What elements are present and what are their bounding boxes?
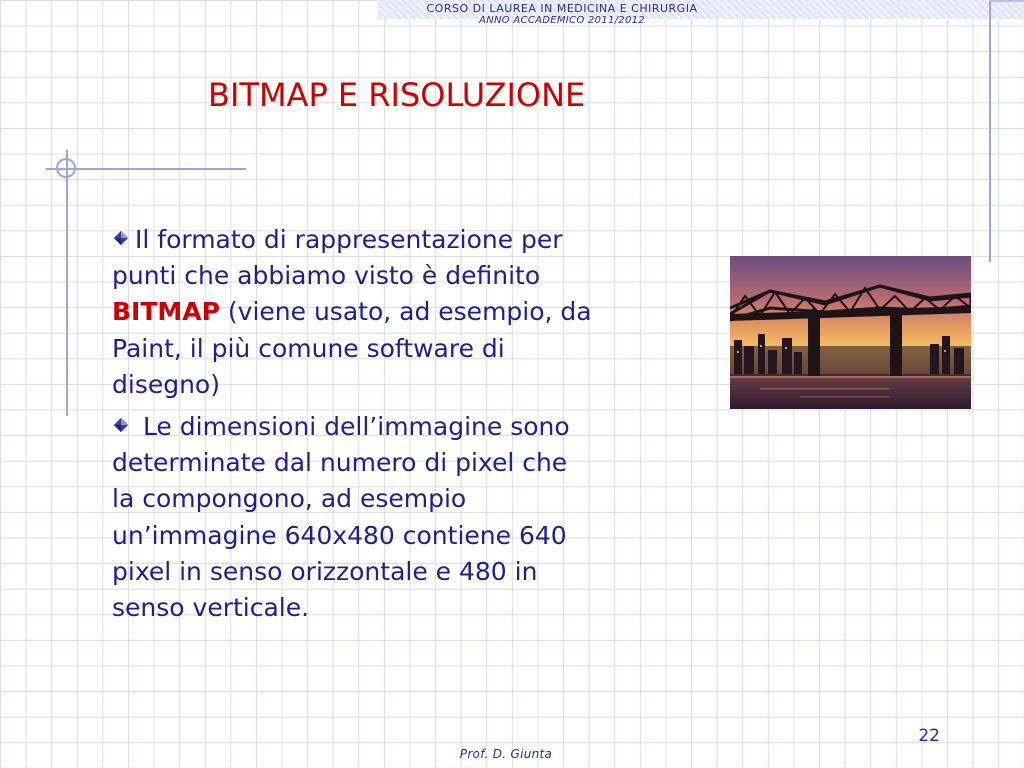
decorative-horizontal-line: [46, 168, 246, 170]
course-name: CORSO DI LAUREA IN MEDICINA E CHIRURGIA: [426, 2, 698, 15]
bullet-2-line-3: la compongono, ad esempio: [112, 484, 467, 514]
bullet-paragraph-2: [112, 409, 716, 626]
decorative-vertical-line: [66, 150, 68, 416]
bullet-1-line-4: Paint, il più comune software di: [112, 333, 505, 363]
bullet-1-line-2: punti che abbiamo visto è definito: [112, 261, 541, 291]
bullet-2-line-5: pixel in senso orizzontale e 480 in: [112, 556, 538, 586]
academic-year: ANNO ACCADEMICO 2011/2012: [479, 15, 645, 26]
bullet-1-line-5: disegno): [112, 369, 220, 399]
footer-author: Prof. D. Giunta: [459, 747, 553, 761]
bullet-2-line-6: senso verticale.: [112, 593, 310, 623]
bullet-2-line-2: determinate dal numero di pixel che: [112, 448, 568, 478]
bridge-photo: [730, 256, 971, 409]
decorative-top-line: [989, 0, 1024, 2]
diamond-bullet-icon: [112, 417, 130, 433]
bullet-1-line-3: (viene usato, ad esempio, da: [219, 297, 592, 327]
bitmap-highlight: BITMAP: [112, 297, 220, 327]
decorative-right-line: [989, 0, 991, 262]
bullet-2-line-4: un’immagine 640x480 contiene 640: [112, 520, 567, 550]
page-number: 22: [918, 726, 940, 746]
diamond-bullet-icon: [112, 230, 130, 246]
decorative-circle: [56, 158, 76, 178]
bullet-2-line-1: Le dimensioni dell’immagine sono: [135, 412, 570, 442]
slide-title: BITMAP E RISOLUZIONE: [208, 76, 586, 114]
bullet-paragraph-1: [112, 222, 716, 403]
slide-body: [112, 222, 716, 632]
bullet-1-line-1: Il formato di rappresentazione per: [135, 225, 563, 254]
